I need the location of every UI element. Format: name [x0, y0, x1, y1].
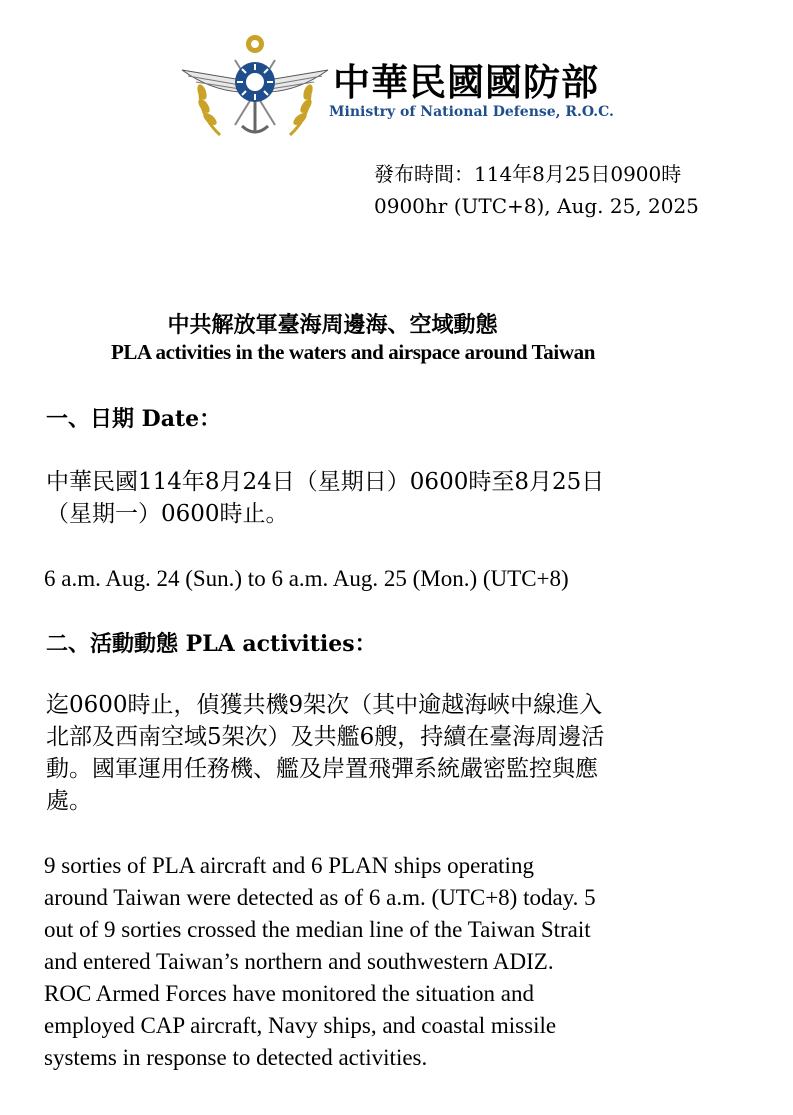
release-time: [374, 158, 699, 222]
activities-en-line: employed CAP aircraft, Navy ships, and coastal missile: [44, 1013, 557, 1038]
activities-zh-line: 北部及西南空域5架次）及共艦6艘，持續在臺海周邊活: [46, 724, 605, 750]
activities-en-line: systems in response to detected activities.: [44, 1045, 428, 1070]
org-name-en: Ministry of National Defense, R.O.C.: [329, 104, 614, 120]
activities-en-line: 9 sorties of PLA aircraft and 6 PLAN ships operating: [44, 853, 534, 878]
date-zh-line: 中華民國114年8月24日（星期日）0600時至8月25日: [46, 469, 605, 495]
activities-zh-line: 處。: [46, 788, 92, 814]
page-title-en: PLA activities in the waters and airspace around Taiwan: [111, 340, 595, 364]
activities-en-line: ROC Armed Forces have monitored the situation and: [44, 981, 534, 1006]
release-time-en: 0900hr (UTC+8), Aug. 25, 2025: [374, 194, 699, 218]
release-time-zh: 發布時間：114年8月25日0900時: [374, 162, 682, 186]
section-date-zh: [46, 466, 756, 530]
org-name-zh: 中華民國國防部: [333, 61, 599, 104]
activities-en-line: and entered Taiwan’s northern and southwestern ADIZ.: [44, 949, 554, 974]
activities-zh-line: 動。國軍運用任務機、艦及岸置飛彈系統嚴密監控與應: [46, 756, 598, 782]
section-activities-heading: 二、活動動態 PLA activities：: [46, 631, 377, 657]
page-title-zh: 中共解放軍臺海周邊海、空域動態: [167, 312, 498, 338]
section-activities-zh: [46, 689, 756, 817]
section-date-heading: 一、日期 Date：: [46, 406, 222, 432]
date-zh-line: （星期一）0600時止。: [46, 501, 289, 527]
activities-zh-line: 迄0600時止，偵獲共機9架次（其中逾越海峽中線進入: [46, 692, 603, 718]
mnd-emblem-icon: [180, 30, 330, 142]
activities-en-line: out of 9 sorties crossed the median line of the Taiwan Strait: [44, 917, 591, 942]
activities-en-line: around Taiwan were detected as of 6 a.m. (UTC+8) today. 5: [44, 885, 596, 910]
section-date-en: 6 a.m. Aug. 24 (Sun.) to 6 a.m. Aug. 25 (Mon.) (UTC+8): [44, 566, 569, 591]
section-activities-en: [44, 850, 754, 1074]
